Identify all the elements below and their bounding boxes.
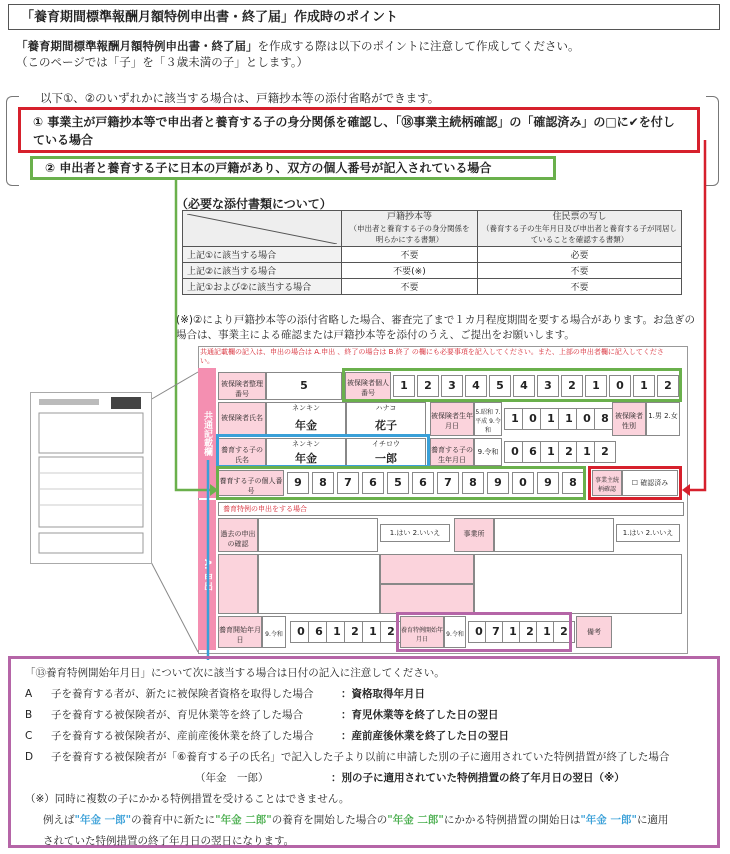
list-item: A 子を養育する者が、新たに被保険者資格を取得した場合 ：資格取得年月日 bbox=[25, 688, 425, 700]
digit-cell: 1 bbox=[326, 621, 348, 643]
table-row: 上記①に該当する場合 不要 必要 bbox=[183, 247, 682, 263]
bottom-notes bbox=[8, 656, 720, 848]
special-start-label: 養育特例開始年月日 bbox=[400, 616, 444, 648]
col-header-2: 住民票の写し （養育する子の生年月日及び申出者と養育する子が同居していることを確認する書類） bbox=[477, 211, 681, 247]
relation-check: ☐ 確認済み bbox=[622, 470, 678, 496]
list-item-d-result: （年金 一郎） ：別の子に適用されていた特例措置の終了年月日の翌日（※） bbox=[195, 772, 625, 784]
digit-cell: 2 bbox=[417, 375, 439, 397]
intro-line2: （このページでは「子」を「３歳未満の子」とします。） bbox=[16, 55, 309, 69]
digit-cell: 1 bbox=[393, 375, 415, 397]
special-start-era: 9.令和 bbox=[444, 616, 466, 648]
attachments-title: （必要な添付書類について） bbox=[176, 197, 332, 211]
digit-cell: 1 bbox=[540, 441, 562, 463]
digit-cell: 2 bbox=[553, 621, 575, 643]
child-last-cell: ネンキン 年金 bbox=[266, 438, 346, 466]
insured-no-value: 5 bbox=[266, 372, 342, 400]
intro-rest: を作成する際は以下のポイントに注意して作成してください。 bbox=[257, 39, 580, 53]
digit-cell: 6 bbox=[362, 472, 384, 494]
omission-note: 以下①、②のいずれかに該当する場合は、戸籍抄本等の添付省略ができます。 bbox=[40, 91, 440, 105]
digit-cell: 6 bbox=[522, 441, 544, 463]
sex-options: 1.男 2.女 bbox=[646, 402, 680, 436]
digit-cell: 4 bbox=[513, 375, 535, 397]
note-3: されていた特例措置の終了年月日の翌日になります。 bbox=[43, 835, 295, 847]
digit-cell: 0 bbox=[522, 408, 544, 430]
digit-cell: 8 bbox=[562, 472, 584, 494]
child-birth-label: 養育する子の生年月日 bbox=[430, 438, 474, 466]
digit-cell: 0 bbox=[290, 621, 312, 643]
digit-cell: 4 bbox=[465, 375, 487, 397]
child-birth-era: 9.令和 bbox=[474, 438, 502, 466]
digit-cell: 9 bbox=[487, 472, 509, 494]
office-yes-no: 1.はい 2.いいえ bbox=[616, 524, 680, 542]
apply-header: 養育特例の申出をする場合 bbox=[218, 502, 684, 516]
list-item: D 子を養育する被保険者が「⑥養育する子の氏名」で記入した子より以前に申請した別の子に適用されていた特例措置が終了した場合 bbox=[25, 751, 670, 763]
digit-cell: 1 bbox=[633, 375, 655, 397]
digit-cell: 0 bbox=[512, 472, 534, 494]
list-item: B 子を養育する被保険者が、育児休業等を終了した場合 ：育児休業等を終了した日の翌日 bbox=[25, 709, 499, 721]
form-thumbnail bbox=[30, 392, 152, 564]
page-title: 「養育期間標準報酬月額特例申出書・終了届」作成時のポイント bbox=[8, 4, 720, 30]
digit-cell: 1 bbox=[585, 375, 607, 397]
digit-cell: 1 bbox=[362, 621, 384, 643]
digit-cell: 5 bbox=[387, 472, 409, 494]
relation-label: 事業主続柄確認 bbox=[592, 470, 622, 496]
birth-label: 被保険者生年月日 bbox=[430, 402, 474, 436]
side-label-apply: A. 申出 bbox=[198, 500, 216, 650]
table-row: 上記①および②に該当する場合 不要 不要 bbox=[183, 279, 682, 295]
condition-1: ① 事業主が戸籍抄本等で申出者と養育する子の身分関係を確認し、「⑱事業主続柄確認」の「確認済み」の□に✔を付している場合 bbox=[18, 107, 700, 153]
note-2: 例えば"年金 一郎"の養育中に新たに"年金 二郎"の養育を開始した場合の"年金 二郎"にかかる特例措置の開始日は"年金 一郎"に適用 bbox=[43, 814, 669, 826]
bottom-intro: 「⑬養育特例開始年月日」について次に該当する場合は日付の記入に注意してください。 bbox=[25, 667, 445, 679]
list-item: C 子を養育する被保険者が、産前産後休業を終了した場合 ：産前産後休業を終了した日の翌日 bbox=[25, 730, 509, 742]
digit-cell: 1 bbox=[576, 441, 598, 463]
table-row: 上記②に該当する場合 不要(※) 不要 bbox=[183, 263, 682, 279]
digit-cell: 2 bbox=[344, 621, 366, 643]
remarks-label: 備考 bbox=[576, 616, 612, 648]
note-1: （※）同時に複数の子にかかる特例措置を受けることはできません。 bbox=[25, 793, 350, 805]
office-label: 事業所 bbox=[454, 518, 494, 552]
prev-label: 過去の申出の確認 bbox=[218, 518, 258, 552]
digit-cell: 0 bbox=[576, 408, 598, 430]
digit-cell: 3 bbox=[537, 375, 559, 397]
digit-cell: 9 bbox=[287, 472, 309, 494]
side-label-common: 共通記載欄 bbox=[198, 368, 216, 498]
prev-yes-no: 1.はい 2.いいえ bbox=[380, 524, 450, 542]
condition-2: ② 申出者と養育する子に日本の戸籍があり、双方の個人番号が記入されている場合 bbox=[30, 156, 556, 180]
digit-cell: 2 bbox=[519, 621, 541, 643]
footnote: (※)②により戸籍抄本等の添付省略した場合、審査完了まで１カ月程度期間を要する場合があります。お急ぎの場合は、事業主による確認または戸籍抄本等を添付のうえ、ご提出をお願いします。 bbox=[176, 314, 696, 341]
name-last-cell: ネンキン 年金 bbox=[266, 402, 346, 436]
digit-cell: 1 bbox=[504, 408, 526, 430]
name-label: 被保険者氏名 bbox=[218, 402, 266, 436]
digit-cell: 8 bbox=[594, 408, 616, 430]
child-no-label: 養育する子の個人番号 bbox=[218, 470, 284, 496]
sex-label: 被保険者性別 bbox=[612, 402, 646, 436]
digit-cell: 2 bbox=[558, 441, 580, 463]
digit-cell: 8 bbox=[462, 472, 484, 494]
child-first-cell: イチロウ 一郎 bbox=[346, 438, 426, 466]
digit-cell: 1 bbox=[540, 408, 562, 430]
digit-cell: 7 bbox=[337, 472, 359, 494]
digit-cell: 8 bbox=[312, 472, 334, 494]
intro-bold: 「養育期間標準報酬月額特例申出書・終了届」 bbox=[16, 39, 258, 53]
child-name-label: 養育する子の氏名 bbox=[218, 438, 266, 466]
digit-cell: 1 bbox=[502, 621, 524, 643]
digit-cell: 2 bbox=[594, 441, 616, 463]
digit-cell: 2 bbox=[561, 375, 583, 397]
name-first-cell: ハナコ 花子 bbox=[346, 402, 426, 436]
digit-cell: 0 bbox=[609, 375, 631, 397]
digit-cell: 7 bbox=[437, 472, 459, 494]
personal-no-label: 被保険者個人番号 bbox=[345, 372, 391, 400]
digit-cell: 2 bbox=[380, 621, 402, 643]
digit-cell: 1 bbox=[536, 621, 558, 643]
digit-cell: 5 bbox=[489, 375, 511, 397]
digit-cell: 9 bbox=[537, 472, 559, 494]
digit-cell: 0 bbox=[468, 621, 490, 643]
digit-cell: 6 bbox=[308, 621, 330, 643]
digit-cell: 0 bbox=[504, 441, 526, 463]
digit-cell: 6 bbox=[412, 472, 434, 494]
birth-era: 5.昭和 7.平成 9.令和 bbox=[474, 402, 502, 436]
digit-cell: 7 bbox=[485, 621, 507, 643]
start-label: 養育開始年月日 bbox=[218, 616, 262, 648]
start-era: 9.令和 bbox=[262, 616, 286, 648]
form-header-note: 共通記載欄の記入は、申出の場合は A.申出 、終了の場合は B.終了 の欄にも必要事項を記入してください。また、上部の申出者欄に記入してください。 bbox=[200, 348, 664, 365]
digit-cell: 1 bbox=[558, 408, 580, 430]
col-header-1: 戸籍抄本等 （申出者と養育する子の身分関係を明らかにする書類） bbox=[342, 211, 478, 247]
insured-no-label: 被保険者整理番号 bbox=[218, 372, 266, 400]
digit-cell: 3 bbox=[441, 375, 463, 397]
digit-cell: 2 bbox=[657, 375, 679, 397]
